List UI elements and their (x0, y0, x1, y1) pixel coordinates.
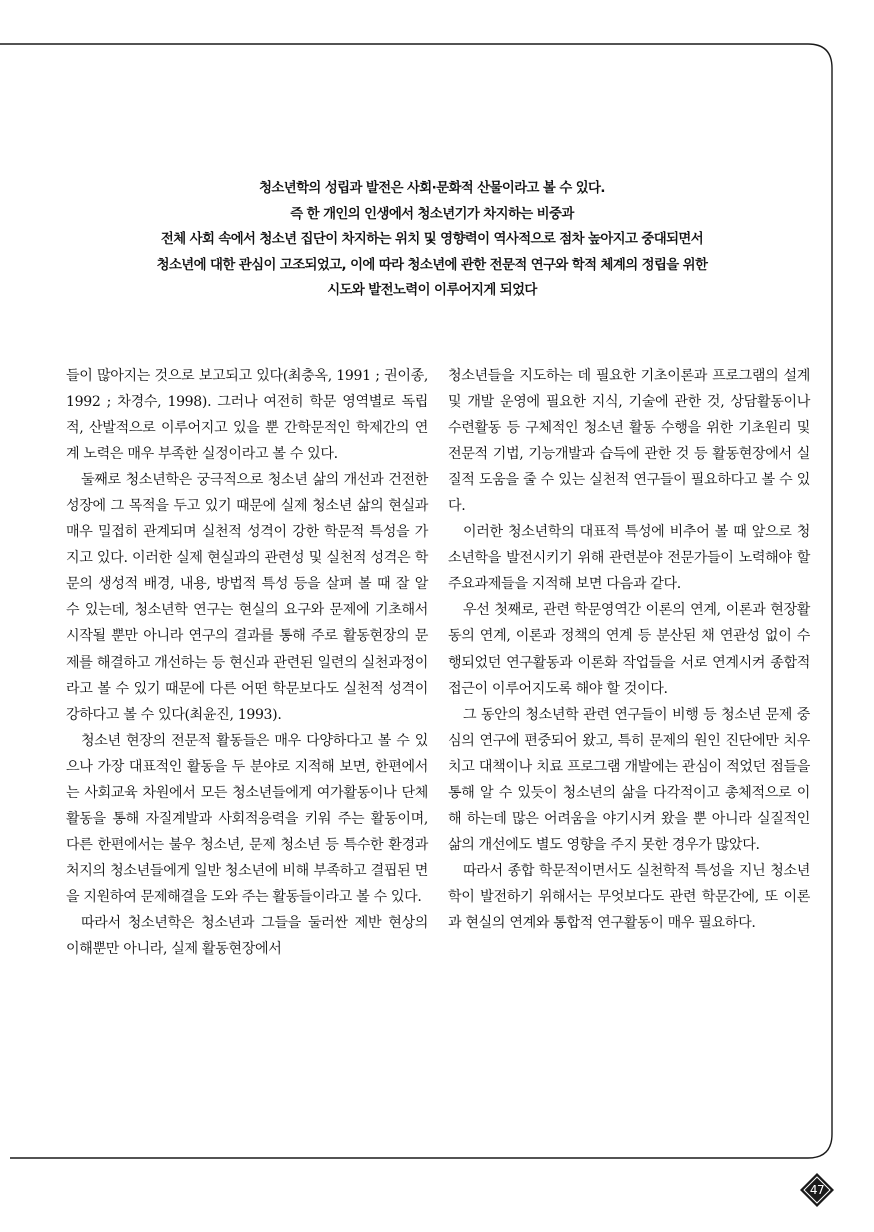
page-number-badge (799, 1172, 835, 1208)
pull-quote-line: 전체 사회 속에서 청소년 집단이 차지하는 위치 및 영향력이 역사적으로 점차 높아지고 중대되면서 (160, 232, 704, 248)
body-paragraph: 우선 첫째로, 관련 학문영역간 이론의 연계, 이론과 현장활동의 연계, 이론과 정책의 연계 등 분산된 채 연관성 없이 수행되었던 연구활동과 이론화 작업들을 서로 연계시켜 종합적 접근이 이루어지도록 해야 할 것이다. (448, 602, 810, 697)
right-text-column (448, 363, 810, 936)
page-number: 47 (809, 1183, 825, 1197)
body-paragraph: 이러한 청소년학의 대표적 특성에 비추어 볼 때 앞으로 청소년학을 발전시키기 위해 관련분야 전문가들이 노력해야 할 주요과제들을 지적해 보면 다음과 같다. (448, 524, 810, 593)
body-paragraph: 따라서 종합 학문적이면서도 실천학적 특성을 지닌 청소년학이 발전하기 위해서는 무엇보다도 관련 학문간에, 또 이론과 현실의 연계와 통합적 연구활동이 매우 필요하다. (448, 862, 810, 931)
body-paragraph: 청소년 현장의 전문적 활동들은 매우 다양하다고 볼 수 있으나 가장 대표적인 활동을 두 분야로 지적해 보면, 한편에서는 사회교육 차원에서 모든 청소년들에게 여가활동이나 단체활동을 통해 자질계발과 사회적응력을 키워 주는 활동이며, 다른 한편에서는 불우 청소년, 문제 청소년 등 특수한 환경과 처지의 청소년들에게 일반 청소년에 비해 부족하고 결핍된 면을 지원하여 문제해결을 도와 주는 활동들이라고 볼 수 있다. (66, 732, 428, 905)
body-paragraph: 그 동안의 청소년학 관련 연구들이 비행 등 청소년 문제 중심의 연구에 편중되어 왔고, 특히 문제의 원인 진단에만 치우치고 대책이나 치료 프로그램 개발에는 관심이 적었던 점들을 통해 알 수 있듯이 청소년의 삶을 다각적이고 총체적으로 이해 하는데 많은 어려움을 야기시켜 왔을 뿐 아니라 실질적인 삶의 개선에도 별도 영향을 주지 못한 경우가 많았다. (448, 706, 810, 853)
pull-quote-line: 즉 한 개인의 인생에서 청소년기가 차지하는 비중과 (290, 206, 574, 222)
pull-quote (60, 176, 804, 304)
pull-quote-line: 시도와 발전노력이 이루어지게 되었다 (327, 283, 537, 299)
left-text-column (66, 363, 428, 962)
body-paragraph: 둘째로 청소년학은 궁극적으로 청소년 삶의 개선과 건전한 성장에 그 목적을 두고 있기 때문에 실제 청소년 삶의 현실과 매우 밀접히 관계되며 실천적 성격이 강한 학문적 특성을 가지고 있다. 이러한 실제 현실과의 관련성 및 실천적 성격은 학문의 생성적 배경, 내용, 방법적 특성 등을 살펴 볼 때 잘 알 수 있는데, 청소년학 연구는 현실의 요구와 문제에 기초해서 시작될 뿐만 아니라 연구의 결과를 통해 주로 활동현장의 문제를 해결하고 개선하는 등 현신과 관련된 일련의 실천과정이라고 볼 수 있기 때문에 다른 어떤 학문보다도 실천적 성격이 강하다고 볼 수 있다(최윤진, 1993). (66, 472, 428, 723)
body-paragraph: 따라서 청소년학은 청소년과 그들을 둘러싼 제반 현상의 이해뿐만 아니라, 실제 활동현장에서 (66, 914, 428, 958)
body-paragraph: 청소년들을 지도하는 데 필요한 기초이론과 프로그램의 설계 및 개발 운영에 필요한 지식, 기술에 관한 것, 상담활동이나 수련활동 등 구체적인 청소년 활동 수행을 위한 기초원리 및 전문적 기법, 기능개발과 습득에 관한 것 등 활동현장에서 실질적 도움을 줄 수 있는 실천적 연구들이 필요하다고 볼 수 있다. (448, 368, 810, 515)
pull-quote-line: 청소년학의 성립과 발전은 사회·문화적 산물이라고 볼 수 있다. (259, 181, 605, 196)
pull-quote-line: 청소년에 대한 관심이 고조되었고, 이에 따라 청소년에 관한 전문적 연구와 학적 체계의 정립을 위한 (156, 257, 708, 273)
body-paragraph: 들이 많아지는 것으로 보고되고 있다(최충옥, 1991 ; 권이종, 1992 ; 차경수, 1998). 그러나 여전히 학문 영역별로 독립적, 산발적으로 이루어지고 있을 뿐 간학문적인 학제간의 연계 노력은 매우 부족한 실정이라고 볼 수 있다. (66, 368, 428, 463)
